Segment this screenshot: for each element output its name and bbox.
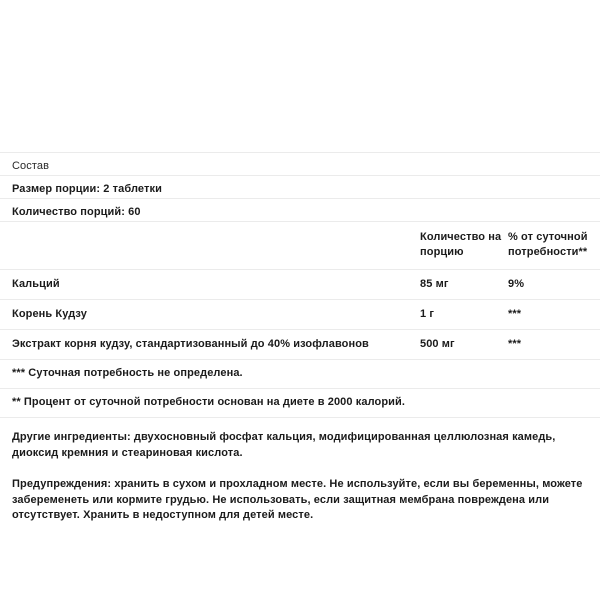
- table-header-row: [0, 222, 600, 270]
- nutrient-amount: 1 г: [420, 300, 508, 330]
- panel-heading: Состав: [0, 152, 600, 175]
- nutrients-table-header: [0, 222, 600, 270]
- top-whitespace: [0, 0, 600, 152]
- column-header-daily-value: % от суточной потребности**: [508, 222, 600, 270]
- footnote-daily-value-not-established: *** Суточная потребность не определена.: [0, 359, 600, 388]
- supplement-facts-panel: [0, 152, 600, 418]
- serving-size-row: Размер порции: 2 таблетки: [0, 175, 600, 198]
- nutrient-name: Корень Кудзу: [0, 300, 420, 330]
- nutrient-daily-value: ***: [508, 330, 600, 360]
- table-row: [0, 270, 600, 300]
- label-notes: [0, 418, 600, 524]
- warnings-paragraph: Предупреждения: хранить в сухом и прохладном месте. Не используйте, если вы беременны, можете забеременеть или кормите грудью. Не использовать, если защитная мембрана повреждена или отсутствует. Хранить в недоступном для детей месте.: [12, 478, 583, 521]
- table-row: [0, 300, 600, 330]
- footnote-percent-daily-value-basis: ** Процент от суточной потребности основан на диете в 2000 калорий.: [0, 388, 600, 417]
- nutrient-daily-value: ***: [508, 300, 600, 330]
- nutrients-table-body: [0, 270, 600, 360]
- other-ingredients-paragraph: Другие ингредиенты: двухосновный фосфат кальция, модифицированная целлюлозная камедь, диоксид кремния и стеариновая кислота.: [12, 431, 556, 459]
- servings-per-container-row: Количество порций: 60: [0, 198, 600, 221]
- nutrient-amount: 85 мг: [420, 270, 508, 300]
- column-header-nutrient: [0, 222, 420, 270]
- nutrients-table: [0, 221, 600, 359]
- nutrient-name: Экстракт корня кудзу, стандартизованный до 40% изофлавонов: [0, 330, 420, 360]
- nutrient-daily-value: 9%: [508, 270, 600, 300]
- nutrient-name: Кальций: [0, 270, 420, 300]
- nutrient-amount: 500 мг: [420, 330, 508, 360]
- table-row: [0, 330, 600, 360]
- column-header-amount-per-serving: Количество на порцию: [420, 222, 508, 270]
